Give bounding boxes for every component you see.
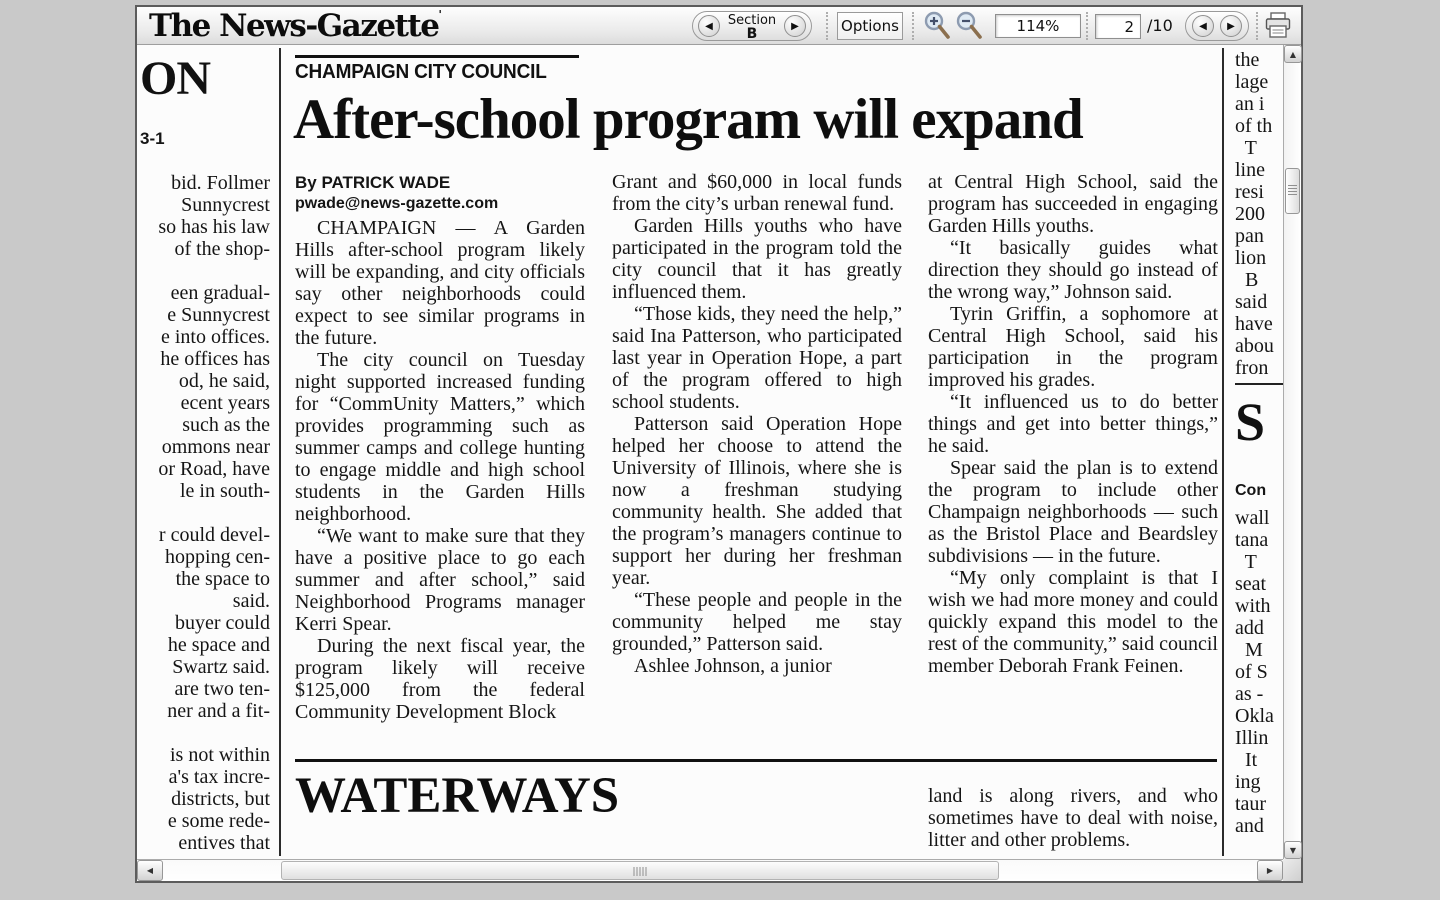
clipped-text-line: taur [1235, 793, 1267, 815]
article-column-1 [295, 217, 585, 745]
article-paragraph: Patterson said Operation Hope helped her choose to attend the University of Illinois, where she is now a freshman studying community health. She added that the program’s managers continue to support her during her freshman year. [612, 413, 902, 589]
clipped-text-line: buyer could [175, 612, 270, 634]
clipped-column-right-top [1235, 49, 1283, 379]
column-rule-left [279, 48, 281, 856]
clipped-text-line: B [1235, 269, 1259, 291]
article-paragraph: Grant and $60,000 in local funds from the city’s urban renewal fund. [612, 171, 902, 215]
clipped-text-line: T [1235, 137, 1257, 159]
horizontal-scrollbar[interactable] [137, 859, 1283, 881]
article-paragraph: CHAMPAIGN — A Garden Hills after-school program likely will be expanding, and city officials say other neighborhoods could expect to see similar programs in the future. [295, 217, 585, 349]
zoom-out-icon[interactable] [955, 11, 985, 41]
clipped-text-line: bid. Follmer [171, 172, 270, 194]
clipped-text-line: r could devel- [158, 524, 270, 546]
clipped-text-line: Okla [1235, 705, 1274, 727]
options-button[interactable]: Options [837, 12, 903, 40]
scrollbar-grip [634, 867, 647, 876]
clipped-text-line: e into offices. [160, 326, 270, 348]
clipped-subhead-left: 3-1 [140, 129, 165, 148]
clipped-text-line: tana [1235, 529, 1269, 551]
clipped-kicker-right: Con [1235, 482, 1267, 499]
clipped-text-line: Swartz said. [172, 656, 270, 678]
zoom-in-icon[interactable] [923, 11, 953, 41]
clipped-text-line: of S [1235, 661, 1268, 683]
clipped-headline-left: ON [140, 52, 210, 105]
clipped-text-line: or Road, have [158, 458, 270, 480]
clipped-text-line: M [1235, 639, 1263, 661]
left-arrow-icon: ◀ [1199, 20, 1207, 32]
article-paragraph: “It influenced us to do better things and get into better things,” he said. [928, 391, 1218, 457]
clipped-column-right-bottom [1235, 507, 1283, 837]
clipped-text-line: pan [1235, 225, 1264, 247]
clipped-headline-right: S [1235, 392, 1266, 452]
clipped-text-line: the space to [175, 568, 270, 590]
clipped-column-left [137, 172, 270, 854]
horizontal-scrollbar-thumb[interactable] [281, 861, 999, 880]
clipped-text-line: hopping cen- [165, 546, 270, 568]
article-author-email: pwade@news-gazette.com [295, 195, 499, 212]
clipped-text-line: he offices has [160, 348, 270, 370]
column-rule-right [1222, 48, 1224, 856]
scroll-left-button[interactable] [137, 860, 163, 881]
clipped-text-line: said [1235, 291, 1268, 313]
article-paragraph: at Central High School, said the program has succeeded in engaging Garden Hills youths. [928, 171, 1218, 237]
logo-text: The News-Gazette [149, 8, 439, 44]
clipped-text-line: ner and a fit- [167, 700, 270, 722]
page-total-label: /10 [1147, 16, 1173, 35]
scroll-right-button[interactable] [1257, 860, 1283, 881]
clipped-text-line: with [1235, 595, 1271, 617]
page-number-field[interactable] [1095, 14, 1141, 39]
clipped-text-line: is not within [169, 744, 270, 766]
clipped-text-line: of the shop- [174, 238, 270, 260]
clipped-rule-right [1235, 383, 1283, 385]
vertical-scrollbar-thumb[interactable] [1285, 168, 1300, 214]
up-arrow-icon: ▲ [1289, 49, 1297, 59]
clipped-text-line: as - [1235, 683, 1264, 705]
article-paragraph: Spear said the plan is to extend the program to include other Champaign neighborhoods — such as the Bristol Place and Beardsley subdivisions — in the future. [928, 457, 1218, 567]
clipped-text-line: e some rede- [167, 810, 270, 832]
article-paragraph: “My only complaint is that I wish we had more money and could quickly expand this model to the rest of the community,” said council member Deborah Frank Feinen. [928, 567, 1218, 677]
toolbar-separator [826, 12, 828, 40]
clipped-text-line [137, 722, 270, 744]
left-arrow-icon: ◀ [146, 866, 154, 875]
section-navigator [692, 11, 812, 41]
clipped-text-line: he space and [167, 634, 270, 656]
section-label [721, 14, 783, 41]
left-arrow-icon: ◀ [705, 20, 713, 32]
right-arrow-icon: ▶ [791, 20, 799, 32]
clipped-text-line: le in south- [180, 480, 270, 502]
article-paragraph: Ashlee Johnson, a junior [634, 655, 832, 677]
clipped-text-line [137, 502, 270, 524]
waterways-heading: WATERWAYS [295, 768, 620, 824]
clipped-text-line: said. [232, 590, 270, 612]
clipped-text-line: T [1235, 551, 1257, 573]
toolbar-separator [1086, 12, 1088, 40]
article-column-2 [612, 171, 902, 747]
clipped-text-line: ing [1235, 771, 1261, 793]
clipped-text-line: wall [1235, 507, 1270, 529]
article-column-3 [928, 171, 1218, 747]
clipped-text-line: fron [1235, 357, 1269, 379]
clipped-text-line: Sunnycrest [181, 194, 270, 216]
clipped-text-line: od, he said, [178, 370, 270, 392]
scroll-up-button[interactable] [1284, 45, 1302, 63]
next-page-button[interactable] [1220, 15, 1242, 37]
section-value: B [746, 26, 758, 42]
clipped-text-line: so has his law [158, 216, 270, 238]
clipped-text-line: lion [1235, 247, 1267, 269]
app-window [135, 5, 1303, 883]
clipped-text-line: abou [1235, 335, 1274, 357]
clipped-text-line: seat [1235, 573, 1267, 595]
scrollbar-grip [1288, 185, 1297, 195]
article-paragraph: “It basically guides what direction they should go instead of the wrong way,” Johnson said. [928, 237, 1218, 303]
article-paragraph: The city council on Tuesday night supported increased funding for “CommUnity Matters,” which provides programming such as summer camps and college hunting to engage middle and high school students in the Garden Hills neighborhood. [295, 349, 585, 525]
clipped-text-line: the [1235, 49, 1260, 71]
article-headline: After-school program will expand [293, 88, 1083, 151]
previous-section-button[interactable] [698, 15, 720, 37]
vertical-scrollbar[interactable] [1283, 45, 1301, 859]
section-label-text: Section [727, 13, 777, 28]
page-navigator [1185, 11, 1249, 41]
clipped-text-line: a's tax incre- [168, 766, 270, 788]
previous-page-button[interactable] [1192, 15, 1214, 37]
right-arrow-icon: ▶ [1227, 20, 1235, 32]
article-paragraph: “Those kids, they need the help,” said Ina Patterson, who participated last year in Operation Hope, a part of the program offered to high school students. [612, 303, 902, 413]
waterways-side-text: land is along rivers, and who sometimes have to deal with noise, litter and other problems. [928, 785, 1218, 851]
clipped-text-line: entives that [178, 832, 270, 854]
article-kicker: CHAMPAIGN CITY COUNCIL [295, 61, 547, 83]
clipped-text-line: are two ten- [174, 678, 270, 700]
kicker-rule [295, 55, 579, 58]
logo-trademark: ' [438, 8, 442, 21]
newspaper-logo [149, 8, 442, 44]
clipped-text-line: line [1235, 159, 1265, 181]
clipped-text-line: an i [1235, 93, 1265, 115]
toolbar [137, 7, 1301, 45]
clipped-text-line: e Sunnycrest [167, 304, 270, 326]
newspaper-page [137, 45, 1283, 859]
clipped-text-line: of th [1235, 115, 1273, 137]
clipped-text-line [137, 260, 270, 282]
scroll-down-button[interactable] [1284, 841, 1302, 859]
clipped-text-line: 200 [1235, 203, 1265, 225]
clipped-text-line: een gradual- [170, 282, 270, 304]
toolbar-separator [912, 12, 914, 40]
clipped-text-line: Illin [1235, 727, 1269, 749]
clipped-text-line: add [1235, 617, 1264, 639]
article-paragraph: “These people and people in the community helped me stay grounded,” Patterson said. [612, 589, 902, 655]
article-paragraph: Tyrin Griffin, a sophomore at Central High School, said his participation in the program improved his grades. [928, 303, 1218, 391]
section-divider-rule [295, 759, 1217, 762]
next-section-button[interactable] [784, 15, 806, 37]
clipped-text-line: ommons near [161, 436, 270, 458]
right-arrow-icon: ▶ [1266, 866, 1274, 875]
print-icon[interactable] [1263, 11, 1293, 41]
article-paragraph: During the next fiscal year, the program likely will receive $125,000 from the federal Community Development Block [295, 635, 585, 723]
scrollbar-corner [1283, 859, 1301, 881]
clipped-text-line: resi [1235, 181, 1264, 203]
toolbar-separator [1256, 12, 1258, 40]
zoom-level-field[interactable] [995, 14, 1081, 38]
down-arrow-icon: ▼ [1289, 845, 1297, 855]
article-paragraph: “We want to make sure that they have a positive place to go each summer and after school,” said Neighborhood Programs manager Kerri Spear. [295, 525, 585, 635]
clipped-text-line: have [1235, 313, 1273, 335]
clipped-text-line: lage [1235, 71, 1269, 93]
clipped-text-line: ecent years [180, 392, 270, 414]
clipped-text-line: districts, but [171, 788, 270, 810]
clipped-text-line: such as the [182, 414, 270, 436]
article-paragraph: Garden Hills youths who have participated in the program told the city council that it has greatly influenced them. [612, 215, 902, 303]
clipped-text-line: It [1235, 749, 1258, 771]
clipped-text-line: and [1235, 815, 1264, 837]
article-byline: By PATRICK WADE [295, 173, 451, 192]
